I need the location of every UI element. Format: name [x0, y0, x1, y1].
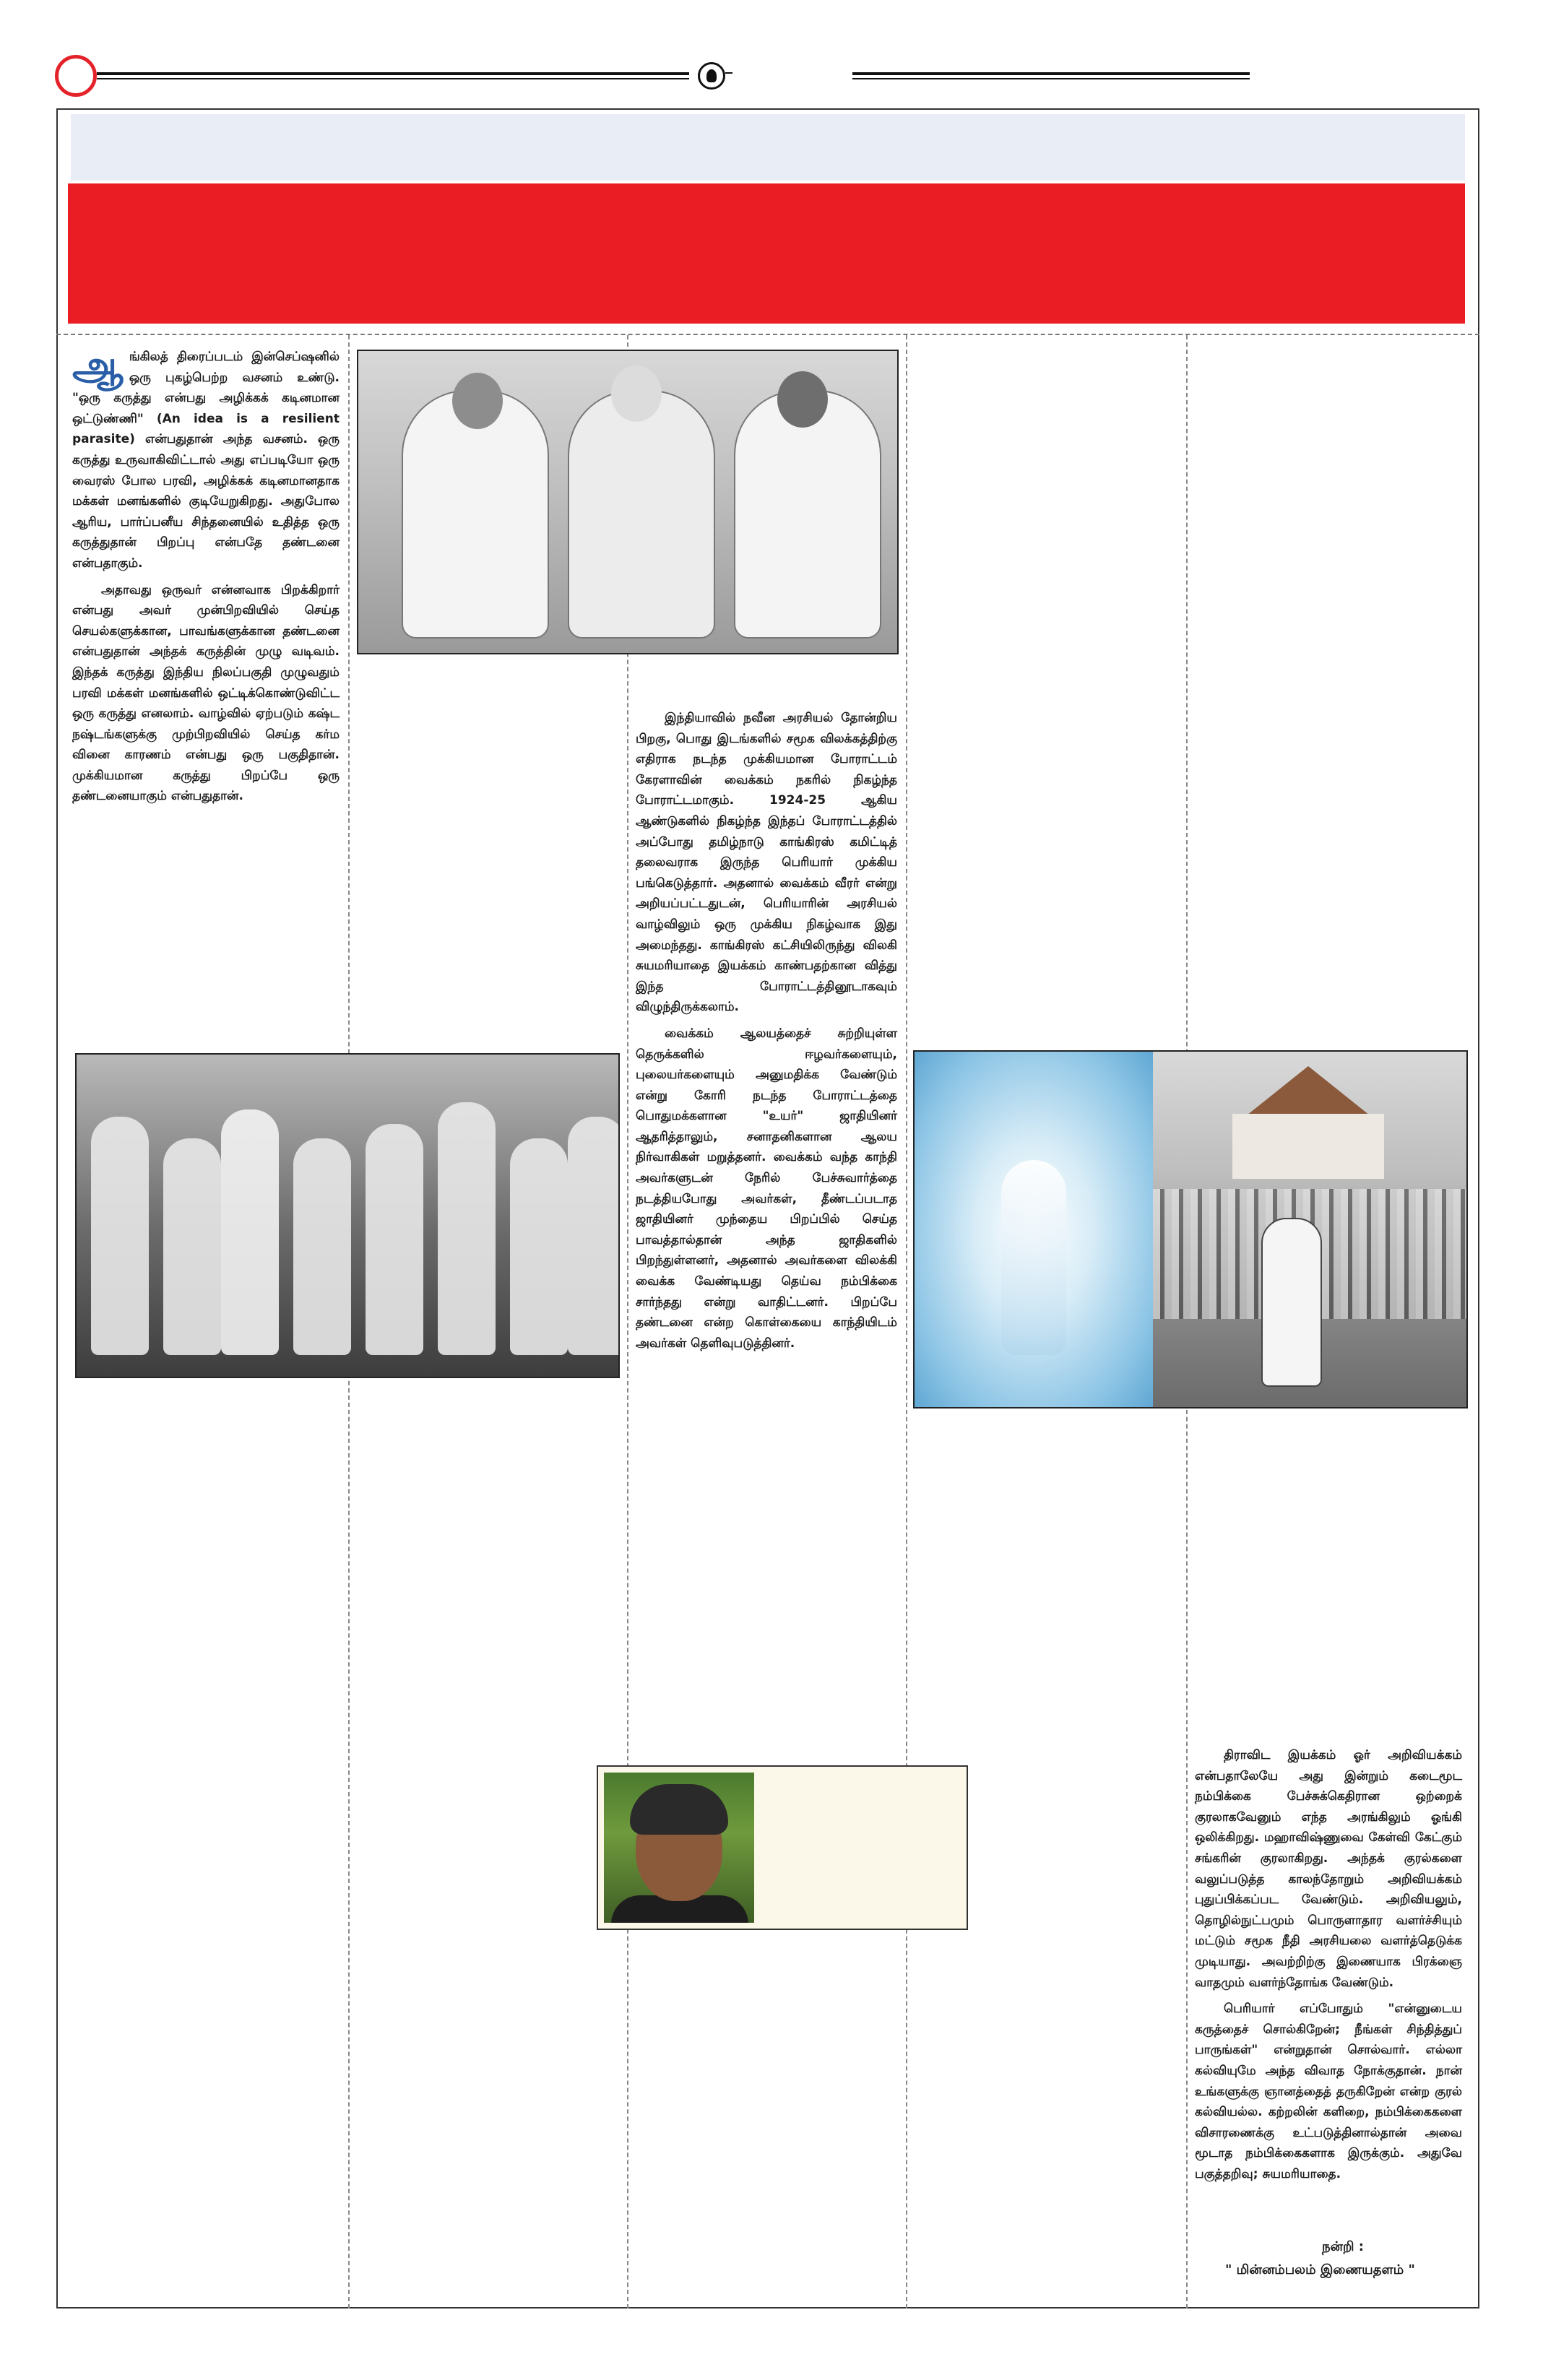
temple-wall: [1232, 1114, 1384, 1179]
photo-figure: [568, 390, 715, 639]
salt-march-photo: [75, 1053, 620, 1378]
photo-figure-head: [611, 365, 662, 422]
paragraph: ங்கிலத் திரைப்படம் இன்செப்ஷனில் ஒரு புகழ்பெற்ற வசனம் உண்டு. "ஒரு கருத்து என்பது அழிக்கக் கடினமான ஒட்டுண்ணி" (An idea is a resilient parasite) என்பதுதான் அந்த வசனம். ஒரு கருத்து உருவாகிவிட்டால் அது எப்படியோ ஒரு வைரஸ் போல பரவி, அழிக்கக் கடினமானதாக மக்கள் மனங்களில் குடியேறுகிறது. அதுபோல ஆரிய, பார்ப்பனீய சிந்தனையில் உதித்த ஒரு கருத்துதான் பிறப்பு என்பதே தண்டனை என்பதாகும்.: [72, 350, 340, 571]
temple-procession-panel: [1153, 1052, 1466, 1407]
header-rule-left-thin: [97, 78, 689, 79]
paragraph: அதாவது ஒருவர் என்னவாக பிறக்கிறார் என்பது அவர் முன்பிறவியில் செய்த செயல்களுக்கான, பாவங்களுக்கான தண்டனை என்பதுதான் அந்தக் கருத்தின் முழு வடிவம். இந்தக் கருத்து இந்திய நிலப்பகுதி முழுவதும் பரவி மக்கள் மனங்களில் ஒட்டிக்கொண்டுவிட்ட ஒரு கருத்து எனலாம். வாழ்வில் ஏற்படும் கஷ்ட நஷ்டங்களுக்கு முற்பிறவியில் செய்த கர்ம வினை காரணம் என்பது ஒரு பகுதிதான். முக்கியமான கருத்து பிறப்பே ஒரு தண்டனையாகும் என்பதுதான்.: [72, 582, 340, 804]
paragraph: பெரியார் எப்போதும் "என்னுடைய கருத்தைச் சொல்கிறேன்; நீங்கள் சிந்தித்துப் பாருங்கள்" என்றுதான் சொல்வார். எல்லா கல்வியுமே அந்த விவாத நோக்குதான். நான் உங்களுக்கு ஞானத்தைத் தருகிறேன் என்ற குரல் கல்வியல்ல. கற்றலின் களிறை, நம்பிக்கைகளை விசாரணைக்கு உட்படுத்தினால்தான் அவை மூடாத நம்பிக்கைகளாக இருக்கும். அதுவே பகுத்தறிவு; சுயமரியாதை.: [1195, 2002, 1462, 2181]
photo-figure: [163, 1138, 221, 1355]
emblem-icon: [698, 62, 725, 90]
photo-figure: [734, 390, 881, 639]
headline-banner: [68, 183, 1465, 324]
header-rule-right: [852, 72, 1250, 75]
logo-ring-icon: [55, 55, 97, 97]
vaikom-temple-collage: [913, 1050, 1468, 1408]
credit-source: " மின்னம்பலம் இணையதளம் ": [1225, 2262, 1415, 2277]
paragraph: இந்தியாவில் நவீன அரசியல் தோன்றிய பிறகு, பொது இடங்களில் சமூக விலக்கத்திற்கு எதிராக நடந்த முக்கியமான போராட்டம் கேரளாவின் வைக்கம் நகரில் நிகழ்ந்த போராட்டமாகும். 1924-25 ஆகிய ஆண்டுகளில் நிகழ்ந்த இந்தப் போராட்டத்தில் அப்போது தமிழ்நாடு காங்கிரஸ் கமிட்டித் தலைவராக இருந்த பெரியார் முக்கிய பங்கெடுத்தார். அதனால் வைக்கம் வீரர் என்று அறியப்பட்டதுடன், பெரியாரின் அரசியல் வாழ்விலும் ஒரு முக்கிய நிகழ்வாக இது அமைந்தது. காங்கிரஸ் கட்சியிலிருந்து விலகி சுயமரியாதை இயக்கம் காண்பதற்கான வித்து இந்த போராட்டத்தினூடாகவும் விழுந்திருக்கலாம்.: [636, 711, 897, 1015]
column-divider: [906, 335, 907, 2308]
photo-figure: [366, 1124, 423, 1355]
photo-silhouette: [1001, 1160, 1066, 1355]
leaders-seated-photo: [357, 350, 899, 654]
author-hair: [630, 1784, 728, 1835]
photo-figure: [438, 1102, 496, 1355]
photo-figure: [568, 1117, 620, 1355]
photo-figure: [91, 1117, 149, 1355]
photo-figure-head: [777, 371, 828, 428]
article-column-1: [72, 342, 340, 813]
photo-figure-head: [452, 373, 503, 429]
drop-cap: ஆ: [72, 342, 124, 389]
paragraph: திராவிட இயக்கம் ஓர் அறிவியக்கம் என்பதாலேயே அது இன்றும் கடைமூட நம்பிக்கை பேச்சுக்கெதிரான ஒற்றைக் குரலாகவேனும் எந்த அரங்கிலும் ஓங்கி ஒலிக்கிறது. மஹாவிஷ்ணுவை கேள்வி கேட்கும் சங்கரின் குரலாகிறது. அந்தக் குரல்களை வலுப்படுத்த காலந்தோறும் அறிவியக்கம் புதுப்பிக்கப்பட வேண்டும். அறிவியலும், தொழில்நுட்பமும் பொருளாதார வளர்ச்சியும் மட்டும் சமூக நீதி அரசியலை வளர்த்தெடுக்க முடியாது. அவற்றிற்கு இணையாக பிரக்ஞை வாதமும் வளர்ந்தோங்க வேண்டும்.: [1195, 1748, 1462, 1990]
photo-figure: [293, 1138, 351, 1355]
photo-figure: [1261, 1218, 1322, 1387]
glowing-figure-panel: [915, 1052, 1153, 1407]
header-rule-joint: [725, 72, 732, 74]
article-column-3: [636, 708, 897, 1359]
credit-label: நன்றி :: [1322, 2239, 1364, 2254]
photo-figure: [221, 1109, 279, 1355]
header-rule-left: [97, 72, 689, 75]
photo-figure: [510, 1138, 568, 1355]
title-band: [71, 114, 1465, 181]
author-portrait: [604, 1773, 754, 1923]
header-rule-right-thin: [852, 78, 1250, 79]
paragraph: வைக்கம் ஆலயத்தைச் சுற்றியுள்ள தெருக்களில் ஈழவர்களையும், புலையர்களையும் அனுமதிக்க வேண்டும் என்று கோரி நடந்த போராட்டத்தை பொதுமக்களான "உயர்" ஜாதியினர் ஆதரித்தாலும், சனாதனிகளான ஆலய நிர்வாகிகள் மறுத்தனர். வைக்கம் வந்த காந்தி அவர்களுடன் நேரில் பேச்சுவார்த்தை நடத்தியபோது அவர்கள், தீண்டப்படாத ஜாதியினர் முந்தைய பிறப்பில் செய்த பாவத்தால்தான் அந்த ஜாதிகளில் பிறந்துள்ளனர், அதனால் அவர்களை விலக்கி வைக்க வேண்டியது தெய்வ நம்பிக்கை சார்ந்தது என்று வாதிட்டனர். பிறப்பே தண்டனை என்ற கொள்கையை காந்தியிடம் அவர்கள் தெளிவுபடுத்தினர்.: [636, 1026, 897, 1351]
temple-roof: [1218, 1066, 1399, 1117]
banner-divider: [56, 334, 1479, 335]
article-column-5: [1195, 1745, 1462, 2190]
